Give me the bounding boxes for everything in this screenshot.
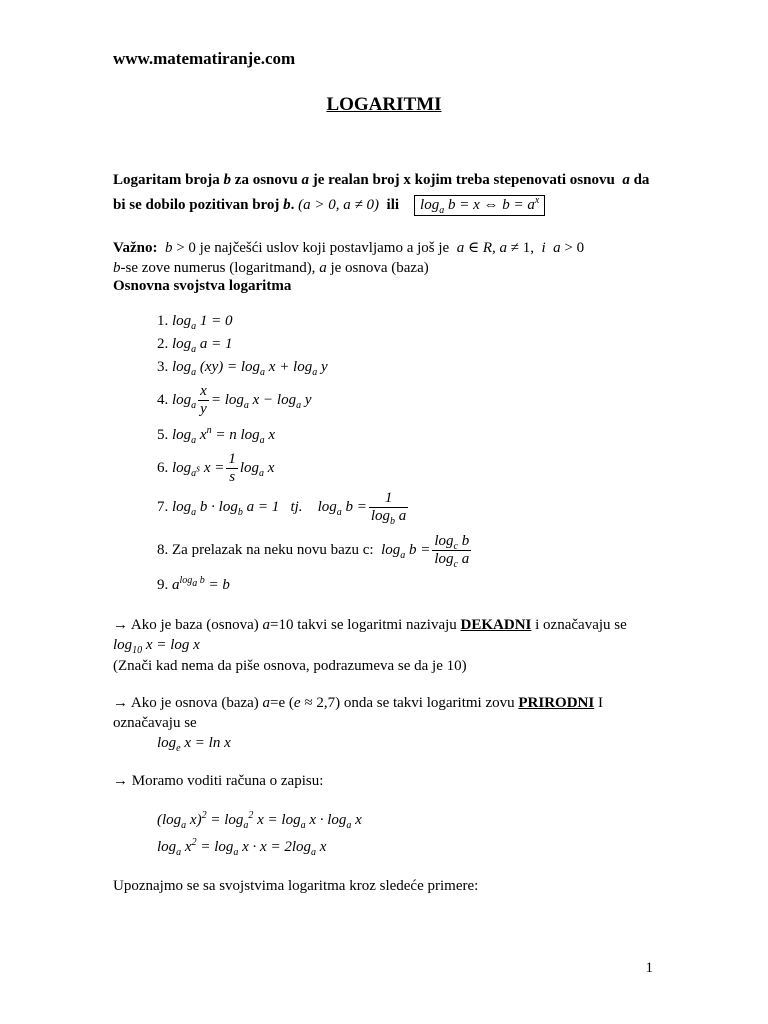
prirodni-line: → Ako je osnova (baza) a=e (e ≈ 2,7) onda se takvi logaritmi zovu PRIRODNI I	[113, 695, 603, 711]
intro-line-1: Logaritam broja b za osnovu a je realan broj x kojim treba stepenovati osnovu a da	[113, 172, 650, 188]
site-url[interactable]: www.matematiranje.com	[113, 49, 296, 68]
property-2: 2. $\log_a a = 1$	[157, 336, 233, 355]
dekadni-note: (Znači kad nema da piše osnova, podrazumeva se da je 10)	[113, 658, 467, 674]
page-title: LOGARITMI	[326, 94, 442, 115]
definition-box: $\log_a b = x$ ⇔ $b = a^x$	[414, 195, 545, 216]
vazno-line-1: Važno: b > 0 je najčešći uslov koji postavljamo a još je a ∈ R, a ≠ 1, i a > 0	[113, 240, 585, 256]
zapis-formula-1: ($\log_a$ $x)^2 = \log_a^2 x = \log_a x \cdot \log_a x$	[157, 810, 362, 831]
prirodni-term: PRIRODNI	[518, 695, 595, 711]
property-1: 1. $\log_a 1 = 0$	[157, 313, 233, 332]
vazno-line-2: b-se zove numerus (logaritmand), a je osnova (baza)	[113, 260, 429, 276]
property-8: 8. Za prelazak na neku novu bazu c: $\log_a b$ = $\frac{\log_c b}{\log_c a}$	[157, 533, 470, 570]
dekadni-line: → Ako je baza (osnova) a=10 takvi se logaritmi nazivaju DEKADNI i označavaju se	[113, 617, 627, 633]
dekadni-term: DEKADNI	[460, 617, 532, 633]
intro-condition: (a > 0, a ≠ 0)	[298, 197, 380, 213]
property-9: 9. $a^{log_a b} = b$	[157, 575, 230, 593]
property-6: 6. $\log_{a^s} x$ = $\frac{1}{s}$ $\log_a x$	[157, 451, 275, 485]
property-4: 4. $\log_a$ $\frac{x}{y}$ = $\log_a x - \log_a y$	[157, 383, 312, 417]
dekadni-notation: $\log_{10} x = \log x$	[113, 637, 200, 656]
prirodni-notation: $\log_e x = \ln x$	[157, 735, 231, 754]
prirodni-line-2: označavaju se	[113, 715, 197, 731]
properties-heading: Osnovna svojstva logaritma	[113, 278, 292, 294]
ili-label: ili	[386, 197, 400, 213]
property-7: 7. $\log_a b \cdot \log_b a = 1$ tj. $\log_a b$ = $\frac{1}{\log_b a}$	[157, 490, 407, 527]
closing-line: Upoznajmo se sa svojstvima logaritma kroz sledeće primere:	[113, 878, 479, 894]
intro-line-2: bi se dobilo pozitivan broj b. (a > 0, a ≠ 0) ili $\log_a b = x$ ⇔ $b = a^x$	[113, 195, 545, 215]
zapis-formula-2: $\log_a x^2 = \log_a x \cdot x = 2\log_a$ x	[157, 837, 327, 858]
property-5: 5. $\log_a x^n = n$ $\log_a x$	[157, 425, 276, 446]
property-3: 3. $\log_a (xy) = \log_a x + \log_a y$	[157, 359, 328, 378]
page-number: 1	[645, 960, 653, 976]
zapis-line: → Moramo voditi računa o zapisu:	[113, 773, 324, 789]
